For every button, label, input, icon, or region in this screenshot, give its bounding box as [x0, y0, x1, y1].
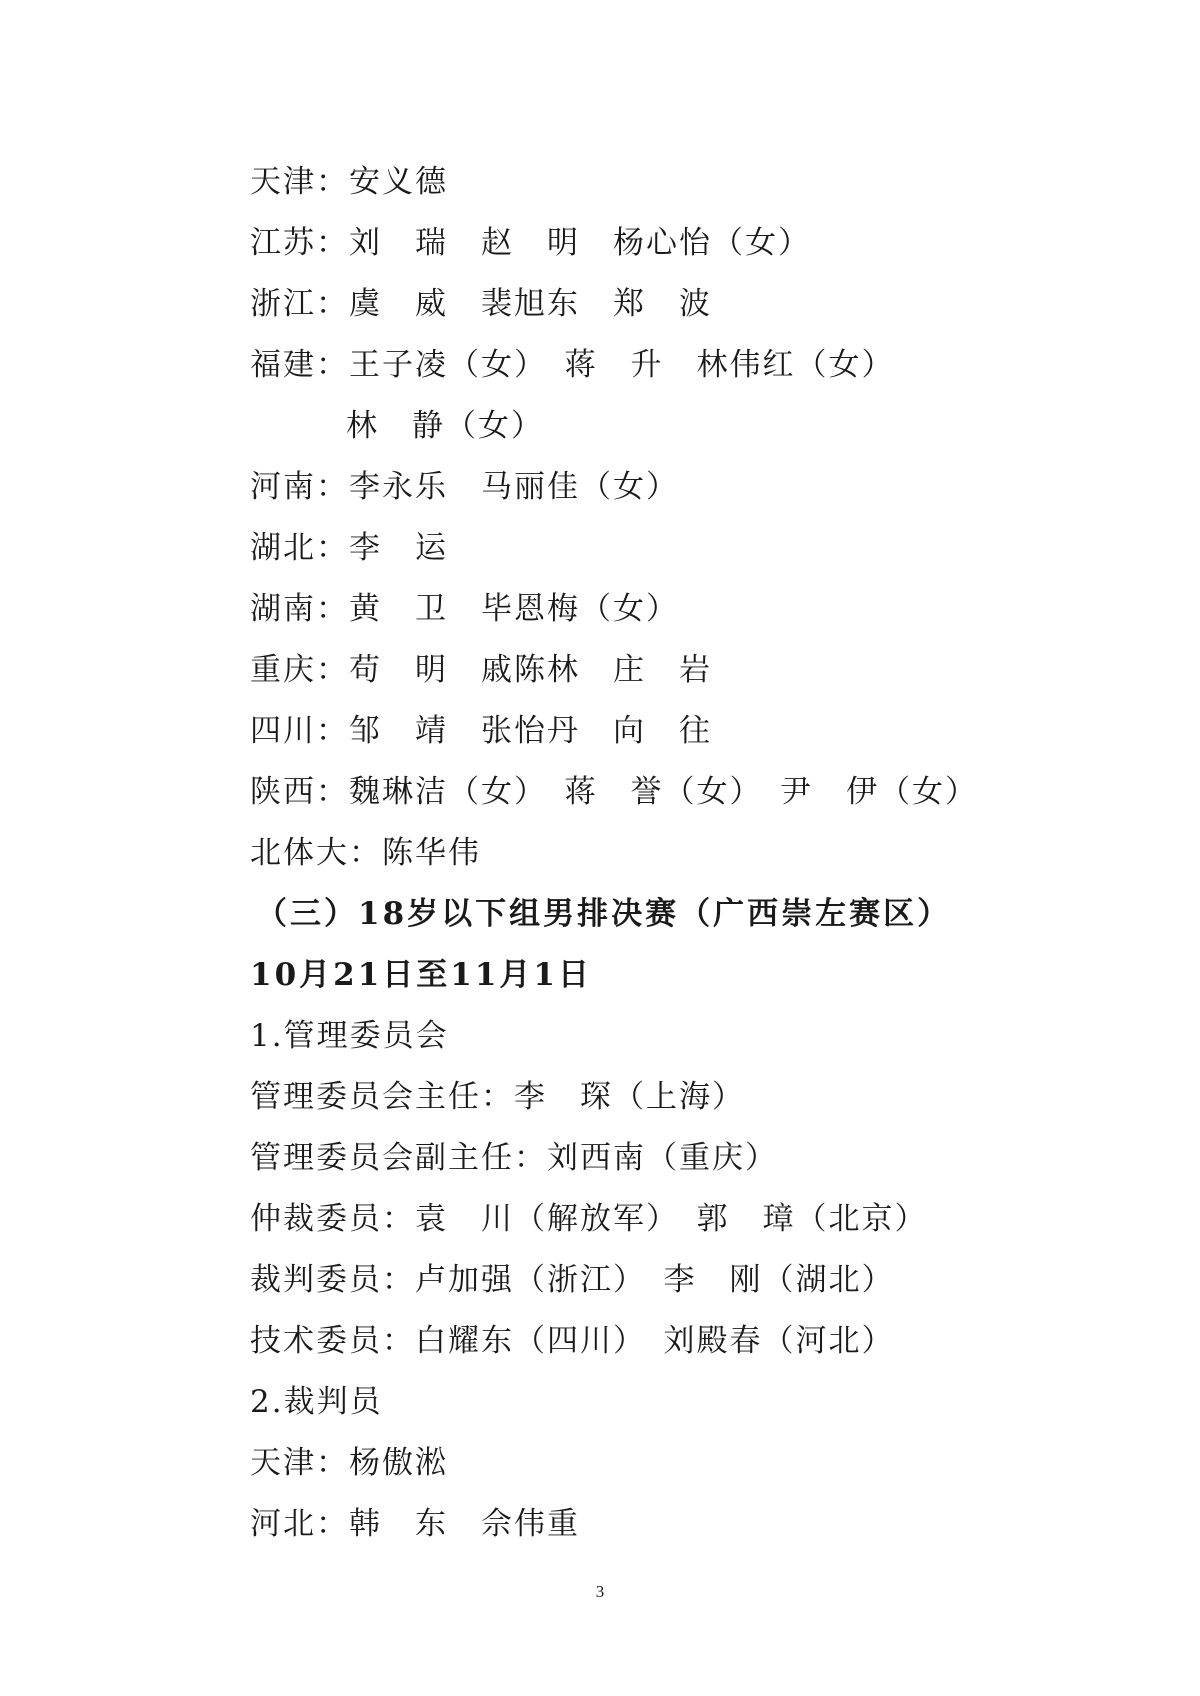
referee-line-hubei: 湖北：李 运 [250, 530, 448, 566]
committee-deputy-director: 管理委员会副主任：刘西南（重庆） [250, 1140, 778, 1176]
arbitration-members: 仲裁委员：袁 川（解放军） 郭 璋（北京） [250, 1201, 928, 1237]
referee-line-fujian-continued: 林 静（女） [346, 408, 544, 444]
referee-line-fujian: 福建：王子凌（女） 蒋 升 林伟红（女） [250, 347, 895, 383]
referee-line-zhejiang: 浙江：虞 威 裴旭东 郑 波 [250, 286, 712, 322]
section-date: 10月21日至11月1日 [250, 957, 592, 993]
referee-line-henan: 河南：李永乐 马丽佳（女） [250, 469, 679, 505]
subsection-title-committee: 1.管理委员会 [250, 1018, 449, 1054]
committee-director: 管理委员会主任：李 琛（上海） [250, 1079, 745, 1115]
referee-line-tianjin: 天津：安义德 [250, 164, 448, 200]
referee-committee-members: 裁判委员：卢加强（浙江） 李 刚（湖北） [250, 1262, 895, 1298]
referee-line-hunan: 湖南：黄 卫 毕恩梅（女） [250, 591, 679, 627]
referee-line-jiangsu: 江苏：刘 瑞 赵 明 杨心怡（女） [250, 225, 811, 261]
page-number: 3 [595, 1582, 605, 1601]
section-heading: （三）18岁以下组男排决赛（广西崇左赛区） [256, 896, 952, 932]
referee-line-hebei: 河北：韩 东 佘伟重 [250, 1506, 580, 1542]
referee-line-shaanxi: 陕西：魏琳洁（女） 蒋 誉（女） 尹 伊（女） [250, 774, 978, 810]
technical-members: 技术委员：白耀东（四川） 刘殿春（河北） [250, 1323, 895, 1359]
referee-line-tianjin-2: 天津：杨傲淞 [250, 1445, 448, 1481]
referee-line-bsu: 北体大：陈华伟 [250, 835, 481, 871]
referee-line-chongqing: 重庆：苟 明 戚陈林 庄 岩 [250, 652, 712, 688]
subsection-title-referees: 2.裁判员 [250, 1384, 383, 1420]
document-body [250, 152, 1130, 1555]
referee-line-sichuan: 四川：邹 靖 张怡丹 向 往 [250, 713, 712, 749]
